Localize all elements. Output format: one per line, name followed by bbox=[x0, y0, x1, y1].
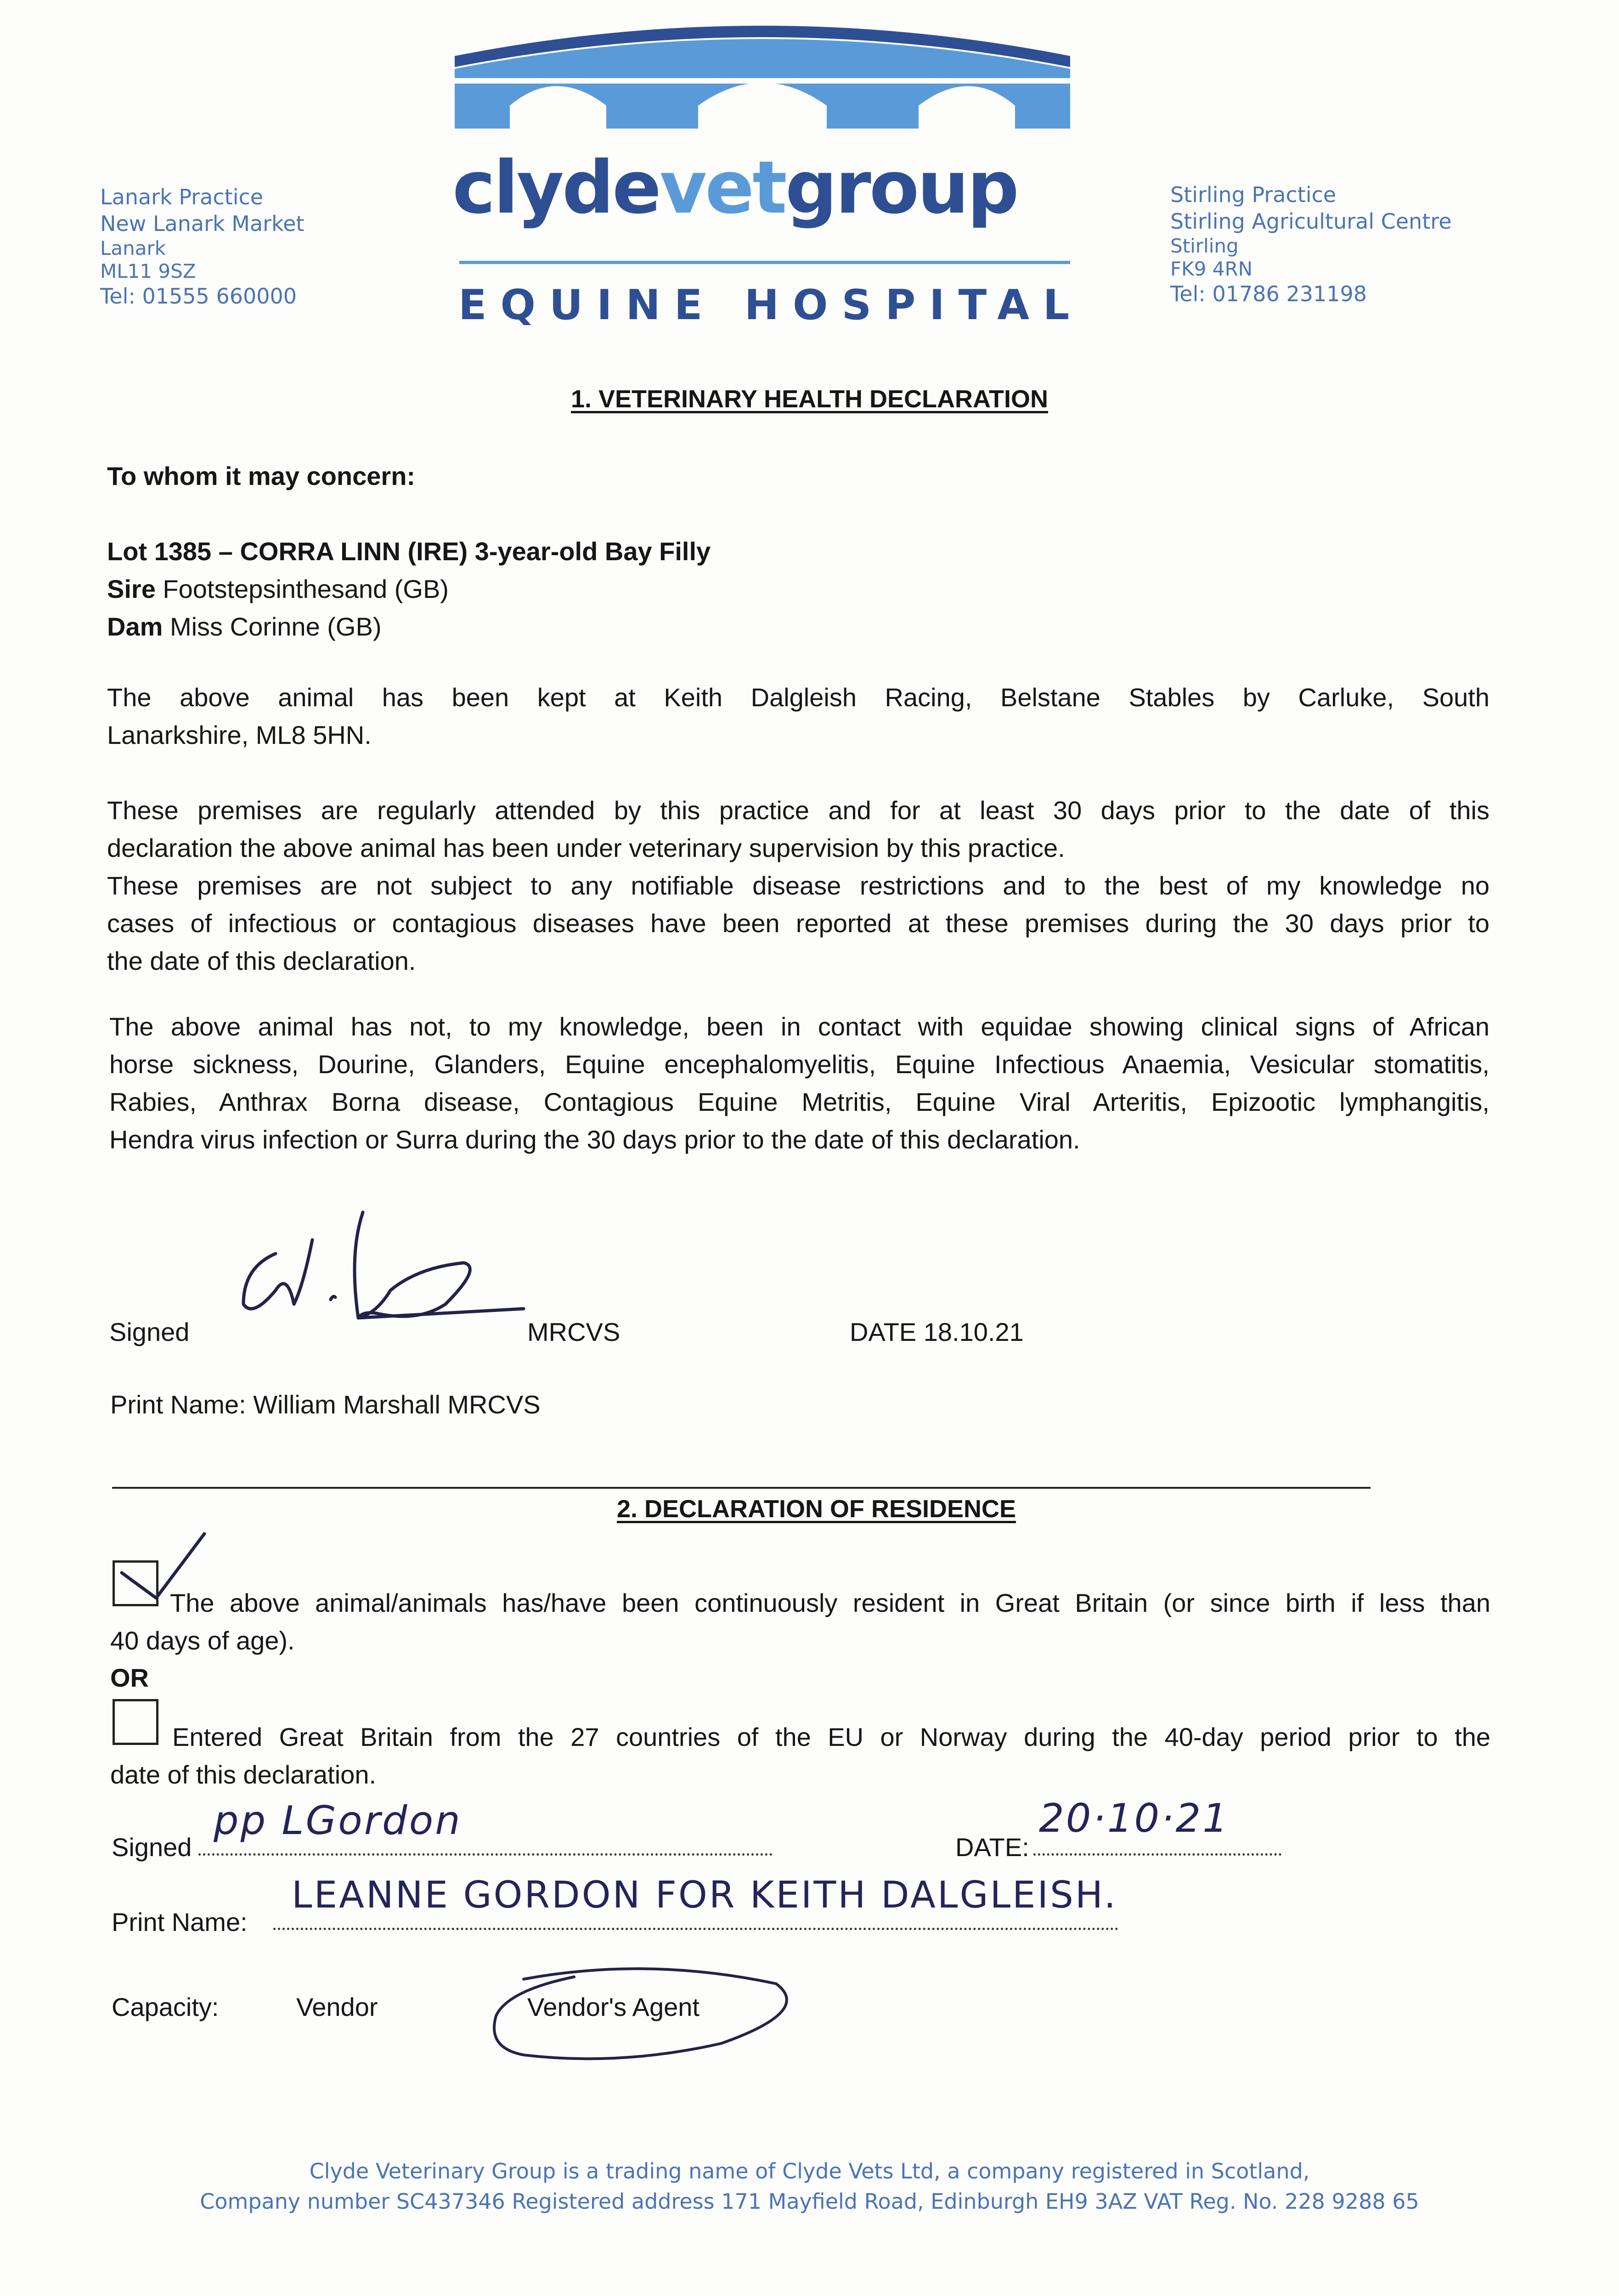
brand-wordmark-group: group bbox=[785, 146, 1017, 230]
vendor-signed-label: Signed bbox=[112, 1833, 192, 1862]
stirling-phone: Tel: 01786 231198 bbox=[1170, 281, 1367, 306]
vet-declaration-date: DATE 18.10.21 bbox=[850, 1317, 1024, 1346]
or-label: OR bbox=[110, 1663, 149, 1692]
lanark-practice-name: Lanark Practice bbox=[100, 185, 264, 209]
dam-line bbox=[107, 608, 711, 646]
sire-value: Footstepsinthesand (GB) bbox=[163, 574, 449, 603]
brand-subtitle: EQUINE HOSPITAL bbox=[458, 281, 1083, 329]
text-line: horse sickness, Dourine, Glanders, Equine encephalomyelitis, Equine Infectious Anaemia, Vesicular stomatitis, bbox=[109, 1050, 1489, 1079]
lanark-practice-address bbox=[100, 184, 304, 310]
salutation: To whom it may concern: bbox=[107, 461, 416, 490]
stirling-practice-address bbox=[1170, 181, 1452, 307]
capacity-vendor-option[interactable]: Vendor bbox=[296, 1992, 378, 2021]
brand-wordmark-vet: vet bbox=[660, 146, 785, 230]
vendor-signature: pp LGordon bbox=[214, 1798, 462, 1844]
text-line: Hendra virus infection or Surra during the 30 days prior to the date of this declaration. bbox=[109, 1125, 1080, 1154]
mrcvs-label: MRCVS bbox=[527, 1317, 621, 1346]
lanark-address-line: New Lanark Market bbox=[100, 211, 305, 236]
text-line: These premises are regularly attended by this practice and for at least 30 days prior to the date of this bbox=[107, 796, 1489, 825]
vet-signed-label: Signed bbox=[109, 1317, 190, 1346]
text-line: The above animal has not, to my knowledge, been in contact with equidae showing clinical signs of African bbox=[109, 1012, 1489, 1041]
capacity-selection-circle-icon bbox=[482, 1952, 804, 2071]
text-line: Lanarkshire, ML8 5HN. bbox=[107, 720, 372, 749]
section1-heading: 1. VETERINARY HEALTH DECLARATION bbox=[570, 385, 1049, 413]
text-line: The above animal/animals has/have been continuously resident in Great Britain (or since birth if less than bbox=[170, 1588, 1490, 1617]
vendor-print-name: LEANNE GORDON FOR KEITH DALGLEISH. bbox=[292, 1874, 1118, 1916]
disease-contact-paragraph bbox=[109, 1008, 1489, 1159]
vet-print-name: Print Name: William Marshall MRCVS bbox=[110, 1390, 541, 1419]
brand-wordmark bbox=[452, 146, 1017, 230]
stirling-address-line: FK9 4RN bbox=[1170, 258, 1253, 280]
premises-paragraph bbox=[107, 679, 1489, 754]
sire-label: Sire bbox=[107, 574, 156, 603]
stirling-address-line: Stirling bbox=[1170, 235, 1239, 257]
section2-heading: 2. DECLARATION OF RESIDENCE bbox=[616, 1495, 1016, 1523]
company-footer bbox=[0, 2156, 1619, 2217]
text-line: cases of infectious or contagious diseases have been reported at these premises during the 30 days prior to bbox=[107, 909, 1489, 938]
capacity-vendors-agent-option[interactable]: Vendor's Agent bbox=[527, 1992, 699, 2021]
text-line: The above animal has been kept at Keith Dalgleish Racing, Belstane Stables by Carluke, South bbox=[107, 683, 1489, 712]
footer-line: Company number SC437346 Registered address 171 Mayfield Road, Edinburgh EH9 3AZ VAT Reg. No. 228 9288 65 bbox=[200, 2189, 1419, 2214]
animal-details bbox=[107, 533, 711, 646]
dam-value: Miss Corinne (GB) bbox=[169, 612, 382, 641]
brand-wordmark-clyde: clyde bbox=[452, 146, 660, 230]
vendor-date-value: 20·10·21 bbox=[1039, 1795, 1230, 1841]
supervision-paragraph bbox=[107, 792, 1489, 980]
text-line: date of this declaration. bbox=[110, 1760, 377, 1789]
text-line: 40 days of age). bbox=[110, 1626, 295, 1655]
footer-line: Clyde Veterinary Group is a trading name of Clyde Vets Ltd, a company registered in Scotland, bbox=[309, 2159, 1310, 2183]
vendor-date-label: DATE: bbox=[955, 1833, 1029, 1862]
dam-label: Dam bbox=[107, 612, 163, 641]
lanark-address-line: Lanark bbox=[100, 237, 166, 259]
bridge-arch-logo-icon bbox=[455, 23, 1070, 129]
brand-divider bbox=[459, 261, 1070, 264]
stirling-practice-name: Stirling Practice bbox=[1170, 182, 1337, 207]
signed-line bbox=[198, 1853, 773, 1856]
stirling-address-line: Stirling Agricultural Centre bbox=[1170, 209, 1452, 234]
text-line: Rabies, Anthrax Borna disease, Contagious Equine Metritis, Equine Viral Arteritis, Epizootic lymphangitis, bbox=[109, 1087, 1489, 1116]
vendor-print-label: Print Name: bbox=[112, 1908, 248, 1936]
resident-option bbox=[110, 1584, 1490, 1660]
text-line: declaration the above animal has been under veterinary supervision by this practice. bbox=[107, 833, 1065, 862]
sire-line bbox=[107, 570, 711, 608]
lot-title: Lot 1385 – CORRA LINN (IRE) 3-year-old Bay Filly bbox=[107, 537, 711, 566]
date-line bbox=[1033, 1853, 1281, 1856]
text-line: These premises are not subject to any notifiable disease restrictions and to the best of my knowledge no bbox=[107, 871, 1489, 900]
entered-option bbox=[110, 1718, 1490, 1794]
text-line: the date of this declaration. bbox=[107, 946, 416, 975]
lanark-phone: Tel: 01555 660000 bbox=[100, 284, 297, 309]
text-line: Entered Great Britain from the 27 countries of the EU or Norway during the 40-day period prior to the bbox=[172, 1722, 1490, 1751]
print-name-line bbox=[273, 1928, 1118, 1930]
section-divider bbox=[112, 1487, 1371, 1489]
capacity-label: Capacity: bbox=[112, 1992, 219, 2021]
vet-signature-icon bbox=[225, 1199, 537, 1332]
lanark-address-line: ML11 9SZ bbox=[100, 260, 196, 282]
